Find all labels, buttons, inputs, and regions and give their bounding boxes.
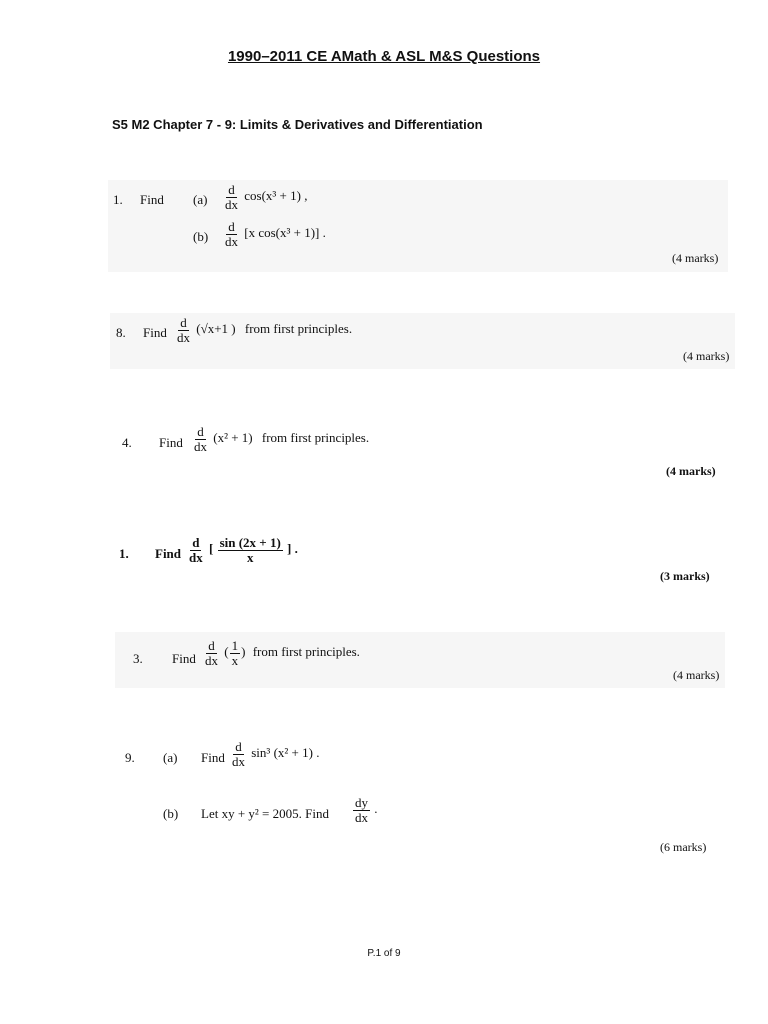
quotient-expression — [218, 536, 283, 564]
part-label: (a) — [193, 192, 208, 207]
expression: (x² + 1) — [213, 430, 253, 446]
expression: (√x+1 ) — [196, 321, 236, 337]
marks-label: (6 marks) — [660, 840, 707, 854]
derivative-operator: $\frac{d}{dx}$ — [225, 219, 238, 249]
expression: cos(x³ + 1) , — [244, 188, 308, 204]
reciprocal-expression: $\frac{1}{x}$ — [231, 638, 239, 668]
part-label: (a) — [163, 750, 178, 765]
find-label: Find — [143, 325, 167, 340]
expression: [x cos(x³ + 1)] . — [244, 225, 326, 241]
instruction-text: from first principles. — [252, 644, 360, 660]
dy-dx-operator: $\frac{dy}{dx}$ — [355, 795, 368, 825]
find-label: Find — [155, 546, 182, 561]
question-number: 8. — [116, 325, 126, 340]
question-number: 4. — [122, 435, 132, 450]
instruction-text: from first principles. — [261, 430, 370, 446]
derivative-operator: $\frac{d}{dx}$ — [189, 535, 203, 565]
derivative-operator: $\frac{d}{dx}$ — [232, 739, 245, 769]
question-number: 1. — [113, 192, 123, 207]
denominator: x — [246, 549, 254, 565]
find-label: Find — [140, 192, 164, 207]
marks-label: (4 marks) — [683, 349, 730, 363]
question-number: 1. — [119, 546, 129, 561]
instruction-text: from first principles. — [244, 321, 353, 337]
page-number: P.1 of 9 — [367, 948, 401, 959]
find-label: Find — [172, 651, 196, 666]
expression: sin³ (x² + 1) . — [251, 745, 320, 761]
question-number: 3. — [133, 651, 143, 666]
part-label: (b) — [163, 806, 179, 821]
chapter-subtitle: S5 M2 Chapter 7 - 9: Limits & Derivatives and Differentiation — [112, 117, 483, 132]
closing-bracket: ] . — [287, 541, 298, 557]
marks-label: (4 marks) — [673, 668, 720, 682]
derivative-operator: $\frac{d}{dx}$ — [194, 424, 207, 454]
marks-label: (4 marks) — [672, 251, 719, 265]
derivative-operator: $\frac{d}{dx}$ — [177, 315, 190, 345]
implicit-equation-text: Let xy + y² = 2005. Find — [201, 806, 329, 821]
part-label: (b) — [193, 229, 209, 244]
document-title: 1990–2011 CE AMath & ASL M&S Questions — [227, 48, 541, 65]
derivative-operator: $\frac{d}{dx}$ — [225, 182, 238, 212]
find-label: Find — [201, 750, 225, 765]
numerator: sin (2x + 1) — [219, 535, 281, 550]
find-label: Find — [159, 435, 183, 450]
marks-label: (4 marks) — [666, 464, 716, 478]
marks-label: (3 marks) — [660, 569, 710, 583]
derivative-operator: $\frac{d}{dx}$ — [205, 638, 218, 668]
question-number: 9. — [125, 750, 135, 765]
